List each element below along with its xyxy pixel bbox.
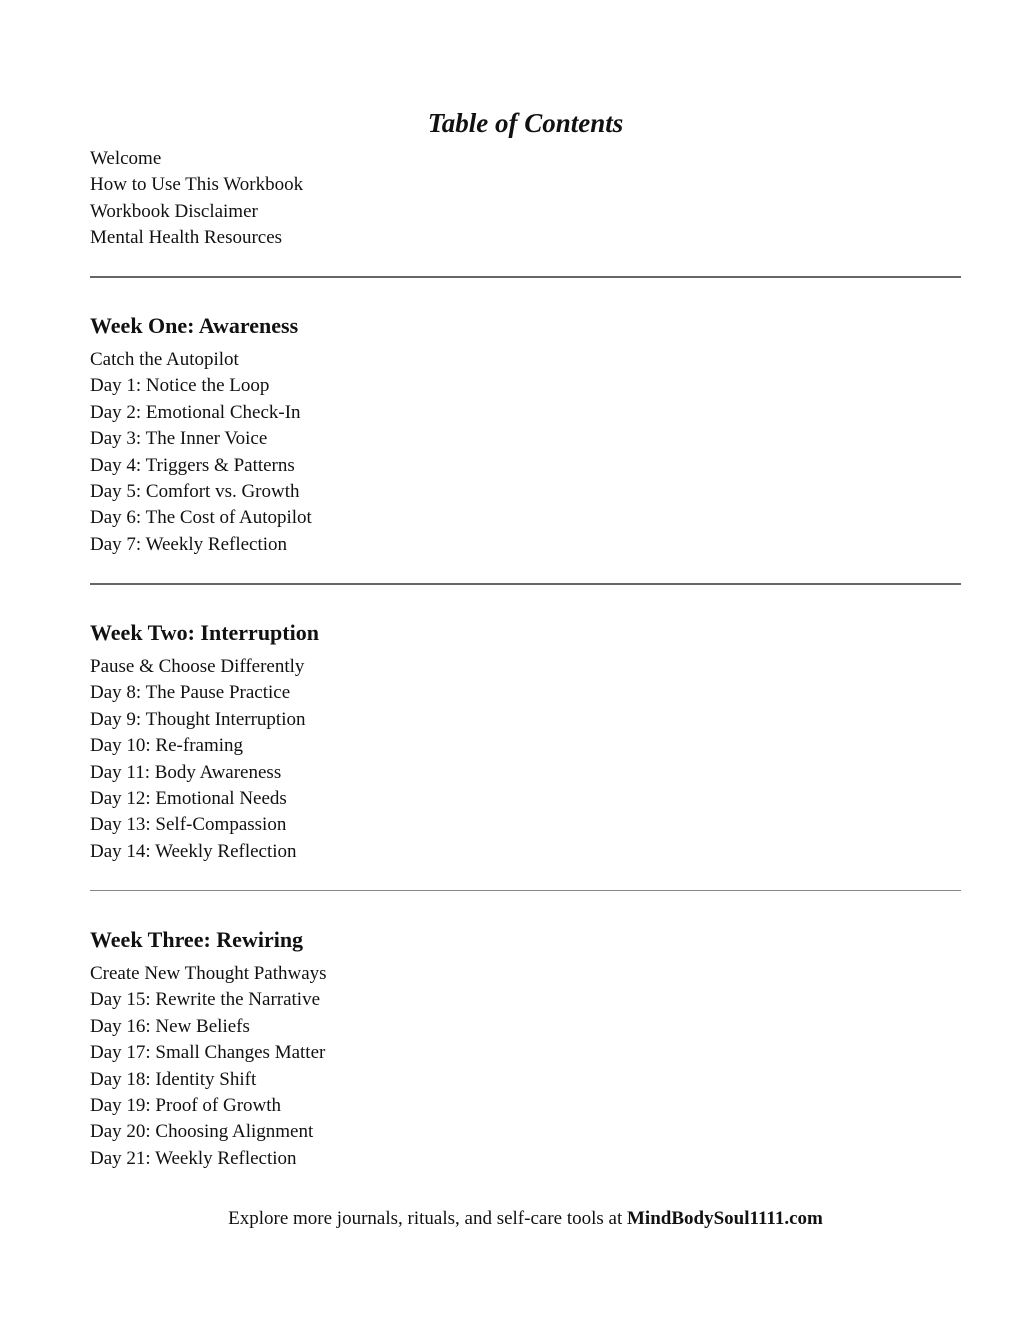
- list-item: Day 2: Emotional Check-In: [90, 401, 301, 423]
- list-item: Day 16: New Beliefs: [90, 1015, 250, 1037]
- footer: [90, 1206, 961, 1232]
- list-item: Catch the Autopilot: [90, 349, 239, 370]
- list-item: Day 17: Small Changes Matter: [90, 1042, 326, 1064]
- list-item: Day 9: Thought Interruption: [90, 708, 306, 730]
- week-one-list: [90, 347, 312, 558]
- list-item: Day 1: Notice the Loop: [90, 375, 270, 397]
- list-item: Day 3: The Inner Voice: [90, 428, 268, 450]
- list-item: Create New Thought Pathways: [90, 963, 327, 984]
- intro-item-disclaimer: Workbook Disclaimer: [90, 200, 258, 222]
- page-title: Table of Contents: [427, 108, 624, 138]
- intro-item-welcome: Welcome: [90, 148, 162, 169]
- list-item: Day 18: Identity Shift: [90, 1068, 257, 1090]
- section-divider: [90, 276, 961, 278]
- intro-item-how-to-use: How to Use This Workbook: [90, 174, 304, 196]
- list-item: Day 19: Proof of Growth: [90, 1094, 282, 1116]
- week-two-heading: Week Two: Interruption: [90, 620, 319, 645]
- section-divider: [90, 583, 961, 585]
- document-page: [90, 0, 961, 1320]
- list-item: Day 13: Self-Compassion: [90, 814, 287, 836]
- intro-list: [90, 146, 303, 252]
- list-item: Day 7: Weekly Reflection: [90, 533, 288, 555]
- list-item: Pause & Choose Differently: [90, 656, 305, 677]
- list-item: Day 14: Weekly Reflection: [90, 840, 297, 862]
- list-item: Day 11: Body Awareness: [90, 761, 282, 783]
- footer-text: Explore more journals, rituals, and self-care tools at: [228, 1208, 627, 1229]
- list-item: Day 12: Emotional Needs: [90, 787, 287, 809]
- intro-item-resources: Mental Health Resources: [90, 227, 283, 249]
- section-divider: [90, 890, 961, 891]
- list-item: Day 5: Comfort vs. Growth: [90, 480, 300, 502]
- week-three-heading: Week Three: Rewiring: [90, 927, 304, 952]
- list-item: Day 21: Weekly Reflection: [90, 1147, 297, 1169]
- list-item: Day 4: Triggers & Patterns: [90, 454, 295, 476]
- footer-site-link[interactable]: MindBodySoul1111.com: [627, 1208, 823, 1229]
- list-item: Day 10: Re-framing: [90, 735, 244, 757]
- list-item: Day 6: The Cost of Autopilot: [90, 507, 312, 529]
- week-two-list: [90, 654, 305, 865]
- list-item: Day 20: Choosing Alignment: [90, 1121, 314, 1143]
- list-item: Day 8: The Pause Practice: [90, 682, 291, 704]
- week-three-list: [90, 961, 327, 1172]
- list-item: Day 15: Rewrite the Narrative: [90, 989, 321, 1011]
- week-one-heading: Week One: Awareness: [90, 313, 299, 338]
